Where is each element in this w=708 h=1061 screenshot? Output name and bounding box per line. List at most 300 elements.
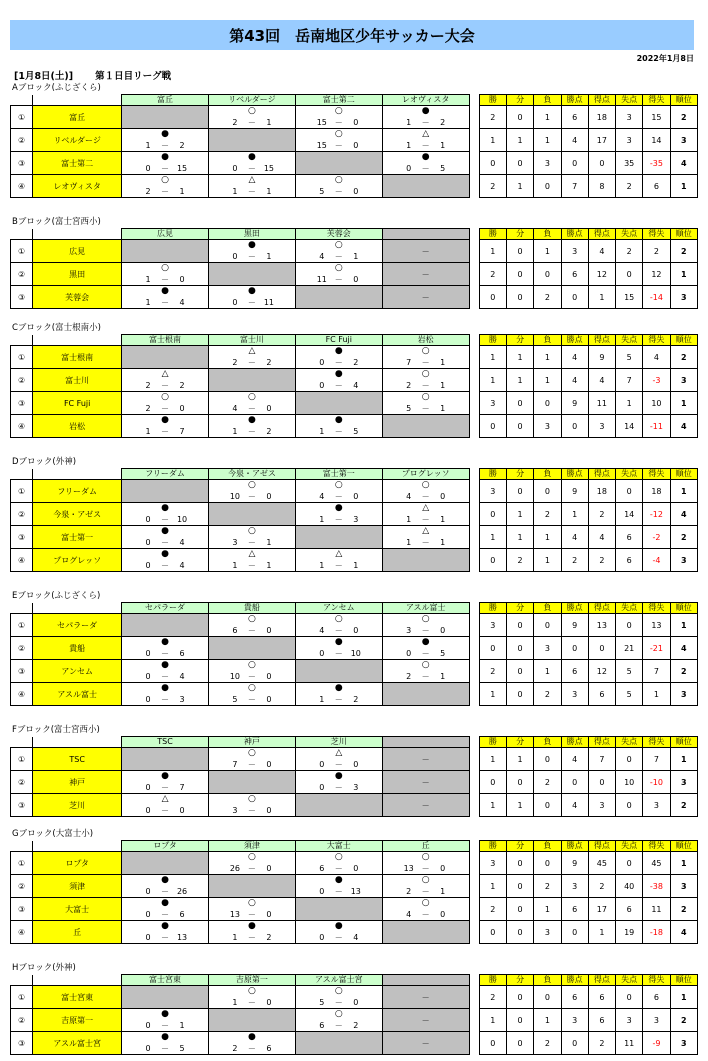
stat-cell: 0	[616, 852, 643, 875]
match-score	[209, 1043, 295, 1054]
score-dash: －	[334, 933, 343, 942]
stat-cell: 3	[534, 637, 561, 660]
match-score	[383, 514, 469, 525]
goals-for: 4	[232, 404, 238, 413]
table-row	[11, 1009, 698, 1032]
spacer	[469, 95, 479, 106]
stat-cell: 1	[534, 549, 561, 572]
stat-cell: 1	[534, 106, 561, 129]
stat-header: 失点	[616, 95, 643, 106]
league-table	[10, 840, 698, 944]
score-dash: －	[334, 649, 343, 658]
goals-against: 4	[353, 933, 359, 942]
stat-cell: 14	[616, 415, 643, 438]
goals-against: 0	[440, 910, 446, 919]
match-score	[296, 274, 382, 285]
match-result	[122, 286, 209, 309]
goals-against: 4	[353, 381, 359, 390]
match-score	[122, 297, 208, 308]
team-name: 富士第一	[33, 526, 122, 549]
goals-against: 2	[353, 695, 359, 704]
stat-header: 勝	[479, 737, 506, 748]
team-name: ロプタ	[33, 852, 122, 875]
row-number: ①	[11, 852, 33, 875]
stat-cell: 0	[506, 1009, 533, 1032]
stat-header: 順位	[670, 95, 697, 106]
score-dash: －	[161, 538, 170, 547]
goals-against: 0	[266, 910, 272, 919]
stat-cell: 8	[588, 175, 615, 198]
stat-cell: 0	[506, 875, 533, 898]
header-corner	[33, 469, 122, 480]
result-mark: ●	[247, 240, 256, 250]
goals-against: 1	[353, 561, 359, 570]
goals-against: 0	[179, 275, 185, 284]
goals-against: 0	[353, 760, 359, 769]
block-label: Fブロック(富士宮西小)	[12, 725, 100, 735]
stat-header: 勝点	[561, 229, 588, 240]
goals-for: 3	[232, 538, 238, 547]
team-name: リベルダージ	[33, 129, 122, 152]
match-result	[208, 794, 295, 817]
score-dash: －	[161, 427, 170, 436]
goals-for: 13	[229, 910, 241, 919]
match-result	[382, 152, 469, 175]
stat-cell: 14	[643, 129, 670, 152]
rank-cell: 4	[670, 637, 697, 660]
match-score	[383, 380, 469, 391]
goals-against: 7	[179, 427, 185, 436]
stat-cell: 2	[479, 106, 506, 129]
result-mark: ○	[247, 898, 256, 908]
goals-against: 0	[353, 118, 359, 127]
league-table	[10, 736, 698, 817]
row-number: ③	[11, 794, 33, 817]
goals-against: 0	[179, 806, 185, 815]
goals-against: 0	[353, 141, 359, 150]
block-label: Cブロック(富士根南小)	[12, 323, 101, 333]
stat-header: 負	[534, 603, 561, 614]
goals-for: 0	[319, 649, 325, 658]
score-dash: －	[247, 358, 256, 367]
result-mark: ●	[334, 683, 343, 693]
goals-for: 4	[319, 626, 325, 635]
match-result	[382, 614, 469, 637]
spacer	[469, 875, 479, 898]
stat-cell: 1	[561, 503, 588, 526]
score-dash: －	[161, 887, 170, 896]
stat-cell: 15	[643, 106, 670, 129]
stat-cell: 2	[534, 503, 561, 526]
match-score	[383, 491, 469, 502]
goals-against: 15	[176, 164, 188, 173]
goals-against: 0	[266, 806, 272, 815]
header-corner	[11, 841, 33, 852]
score-dash: －	[247, 164, 256, 173]
opponent-header: アスル富士	[382, 603, 469, 614]
league-table	[10, 602, 698, 706]
rank-cell: 1	[670, 392, 697, 415]
match-score	[122, 1020, 208, 1031]
spacer	[469, 841, 479, 852]
table-row	[11, 175, 698, 198]
result-mark: ●	[421, 106, 430, 116]
team-name: レオヴィスタ	[33, 175, 122, 198]
goals-against: 0	[353, 864, 359, 873]
stat-cell: 4	[561, 748, 588, 771]
goals-for: 0	[145, 695, 151, 704]
stat-cell: 12	[643, 263, 670, 286]
table-row	[11, 480, 698, 503]
goals-against: 3	[353, 783, 359, 792]
stat-cell: 0	[506, 898, 533, 921]
score-dash: －	[421, 887, 430, 896]
score-dash: －	[247, 672, 256, 681]
league-block	[10, 724, 698, 817]
result-mark: ○	[247, 986, 256, 996]
table-row	[11, 346, 698, 369]
score-dash: －	[247, 998, 256, 1007]
goals-against: 6	[266, 1044, 272, 1053]
goals-against: 0	[440, 626, 446, 635]
team-name: フリーダム	[33, 480, 122, 503]
rank-cell: 2	[670, 526, 697, 549]
self-cell	[122, 986, 209, 1009]
match-result	[295, 415, 382, 438]
header-row	[11, 335, 698, 346]
league-block	[10, 828, 698, 944]
stat-cell: -18	[643, 921, 670, 944]
opponent-header: TSC	[122, 737, 209, 748]
result-mark: ●	[161, 1032, 169, 1042]
opponent-header: 広見	[122, 229, 209, 240]
stat-cell: 0	[479, 152, 506, 175]
stat-cell: 14	[616, 503, 643, 526]
score-dash: －	[161, 164, 170, 173]
goals-against: 11	[263, 298, 275, 307]
header-corner	[11, 229, 33, 240]
stat-cell: -11	[643, 415, 670, 438]
rank-cell: 2	[670, 794, 697, 817]
team-name: 岩松	[33, 415, 122, 438]
result-mark: ○	[421, 614, 430, 624]
match-result	[208, 392, 295, 415]
goals-for: 0	[145, 164, 151, 173]
result-mark: ○	[421, 369, 430, 379]
goals-for: 1	[319, 695, 325, 704]
self-cell	[295, 392, 382, 415]
stat-cell: 0	[506, 852, 533, 875]
match-result	[208, 549, 295, 572]
goals-against: 7	[179, 783, 185, 792]
team-name: 芙蓉会	[33, 286, 122, 309]
match-score	[122, 560, 208, 571]
score-dash: －	[247, 910, 256, 919]
stat-cell: 9	[561, 392, 588, 415]
team-name: 貴船	[33, 637, 122, 660]
stat-cell: 6	[561, 986, 588, 1009]
stat-cell: 3	[616, 106, 643, 129]
league-block	[10, 456, 698, 572]
stat-cell: 1	[534, 346, 561, 369]
goals-against: 2	[179, 141, 185, 150]
table-row	[11, 986, 698, 1009]
match-result	[122, 1032, 209, 1055]
spacer	[469, 175, 479, 198]
goals-for: 0	[145, 887, 151, 896]
goals-against: 0	[266, 626, 272, 635]
score-dash: －	[161, 404, 170, 413]
opponent-header: 富丘	[122, 95, 209, 106]
rank-cell: 4	[670, 152, 697, 175]
stat-cell: 4	[561, 526, 588, 549]
row-number: ③	[11, 898, 33, 921]
spacer	[469, 286, 479, 309]
block-label: Hブロック(外神)	[12, 963, 76, 973]
match-result	[122, 875, 209, 898]
stat-cell: 3	[479, 392, 506, 415]
stat-header: 得点	[588, 335, 615, 346]
stat-cell: -38	[643, 875, 670, 898]
stat-cell: -10	[643, 771, 670, 794]
stat-header: 勝	[479, 603, 506, 614]
header-row	[11, 737, 698, 748]
goals-against: 0	[353, 492, 359, 501]
goals-for: 2	[145, 187, 151, 196]
stat-cell: 2	[479, 898, 506, 921]
stat-cell: 2	[588, 503, 615, 526]
team-name: プログレッソ	[33, 549, 122, 572]
no-match-cell: －	[382, 748, 469, 771]
goals-for: 3	[406, 626, 412, 635]
score-dash: －	[161, 381, 170, 390]
self-cell	[208, 129, 295, 152]
match-score	[383, 537, 469, 548]
stat-header: 得失	[643, 603, 670, 614]
stat-cell: 1	[479, 240, 506, 263]
stat-header: 得失	[643, 841, 670, 852]
goals-against: 4	[179, 298, 185, 307]
team-name: TSC	[33, 748, 122, 771]
rank-cell: 2	[670, 106, 697, 129]
goals-for: 7	[406, 358, 412, 367]
spacer	[469, 737, 479, 748]
goals-for: 0	[145, 783, 151, 792]
goals-for: 0	[319, 783, 325, 792]
opponent-header: 貴船	[208, 603, 295, 614]
table-row	[11, 921, 698, 944]
stat-cell: 0	[561, 771, 588, 794]
table-row	[11, 683, 698, 706]
match-result	[122, 1009, 209, 1032]
page-title: 第43回 岳南地区少年サッカー大会	[10, 20, 694, 50]
match-score	[383, 163, 469, 174]
match-result	[208, 480, 295, 503]
match-score	[122, 932, 208, 943]
score-dash: －	[334, 275, 343, 284]
self-cell	[295, 898, 382, 921]
score-dash: －	[247, 760, 256, 769]
score-dash: －	[334, 515, 343, 524]
stat-cell: 1	[479, 369, 506, 392]
match-result	[295, 129, 382, 152]
result-mark: △	[335, 748, 343, 758]
goals-against: 0	[266, 672, 272, 681]
result-mark: ○	[247, 794, 256, 804]
spacer	[469, 263, 479, 286]
stat-cell: 12	[588, 660, 615, 683]
report-date: 2022年1月8日	[636, 54, 694, 63]
result-mark: △	[422, 526, 430, 536]
result-mark: ●	[161, 549, 169, 559]
score-dash: －	[421, 141, 430, 150]
stat-header: 得点	[588, 603, 615, 614]
stat-header: 得失	[643, 975, 670, 986]
result-mark: ○	[247, 852, 256, 862]
match-result	[295, 637, 382, 660]
spacer	[469, 335, 479, 346]
stat-cell: 6	[643, 175, 670, 198]
match-score	[209, 163, 295, 174]
team-name: アンセム	[33, 660, 122, 683]
match-score	[383, 886, 469, 897]
match-score	[122, 648, 208, 659]
match-result	[295, 748, 382, 771]
stat-cell: 0	[506, 986, 533, 1009]
match-result	[295, 503, 382, 526]
row-number: ②	[11, 771, 33, 794]
result-mark: ○	[334, 614, 343, 624]
stat-cell: 2	[588, 1032, 615, 1055]
result-mark: ●	[421, 637, 430, 647]
stat-header: 勝	[479, 841, 506, 852]
opponent-header-empty	[382, 737, 469, 748]
row-number: ②	[11, 875, 33, 898]
goals-for: 1	[319, 427, 325, 436]
score-dash: －	[334, 864, 343, 873]
header-row	[11, 841, 698, 852]
stat-header: 負	[534, 841, 561, 852]
match-result	[122, 369, 209, 392]
match-score	[209, 560, 295, 571]
goals-for: 0	[319, 760, 325, 769]
goals-for: 0	[406, 164, 412, 173]
stat-cell: 0	[479, 286, 506, 309]
stat-cell: 3	[561, 240, 588, 263]
row-number: ③	[11, 152, 33, 175]
goals-against: 5	[440, 164, 446, 173]
stat-cell: 1	[479, 346, 506, 369]
section-heading	[14, 68, 193, 82]
opponent-header: フリーダム	[122, 469, 209, 480]
stat-cell: 1	[506, 794, 533, 817]
spacer	[469, 346, 479, 369]
score-dash: －	[421, 404, 430, 413]
match-score	[122, 514, 208, 525]
result-mark: ●	[161, 898, 169, 908]
goals-for: 6	[232, 626, 238, 635]
goals-against: 1	[440, 538, 446, 547]
stat-header: 勝	[479, 469, 506, 480]
table-row	[11, 392, 698, 415]
goals-for: 0	[319, 358, 325, 367]
stat-cell: 0	[534, 852, 561, 875]
stat-cell: 0	[479, 921, 506, 944]
goals-for: 5	[319, 998, 325, 1007]
stat-cell: 0	[561, 637, 588, 660]
self-cell	[382, 549, 469, 572]
result-mark: ○	[161, 392, 169, 402]
stat-header: 順位	[670, 469, 697, 480]
goals-for: 0	[145, 515, 151, 524]
score-dash: －	[161, 806, 170, 815]
league-table	[10, 974, 698, 1055]
match-result	[122, 503, 209, 526]
score-dash: －	[421, 164, 430, 173]
result-mark: ●	[421, 152, 430, 162]
stat-cell: 3	[588, 415, 615, 438]
match-result	[122, 660, 209, 683]
table-row	[11, 875, 698, 898]
stat-cell: -4	[643, 549, 670, 572]
goals-against: 2	[179, 381, 185, 390]
self-cell	[122, 852, 209, 875]
goals-against: 2	[440, 118, 446, 127]
stat-cell: 9	[561, 480, 588, 503]
result-mark: ●	[161, 683, 169, 693]
result-mark: ●	[161, 526, 169, 536]
result-mark: ○	[334, 175, 343, 185]
goals-against: 1	[179, 187, 185, 196]
match-score	[383, 403, 469, 414]
table-row	[11, 748, 698, 771]
stat-cell: 0	[506, 152, 533, 175]
match-result	[122, 771, 209, 794]
goals-against: 1	[266, 252, 272, 261]
goals-against: 2	[266, 358, 272, 367]
stat-cell: 3	[588, 794, 615, 817]
result-mark: ○	[421, 660, 430, 670]
match-score	[209, 251, 295, 262]
match-result	[208, 240, 295, 263]
stat-cell: 3	[534, 415, 561, 438]
result-mark: ●	[247, 921, 256, 931]
result-mark: ●	[247, 286, 256, 296]
stat-cell: 1	[479, 1009, 506, 1032]
stat-cell: 45	[643, 852, 670, 875]
score-dash: －	[334, 381, 343, 390]
stat-cell: 0	[479, 503, 506, 526]
match-score	[296, 491, 382, 502]
opponent-header: 今泉・アゼス	[208, 469, 295, 480]
match-result	[382, 346, 469, 369]
stat-cell: 2	[643, 240, 670, 263]
opponent-header-empty	[382, 975, 469, 986]
stat-cell: 0	[534, 748, 561, 771]
stat-cell: 4	[561, 129, 588, 152]
opponent-header: 富士第一	[295, 469, 382, 480]
opponent-header: 富士根南	[122, 335, 209, 346]
goals-against: 6	[179, 649, 185, 658]
goals-for: 0	[319, 933, 325, 942]
row-number: ①	[11, 106, 33, 129]
result-mark: ○	[334, 1009, 343, 1019]
spacer	[469, 921, 479, 944]
match-result	[122, 794, 209, 817]
result-mark: ●	[334, 921, 343, 931]
stat-header: 失点	[616, 229, 643, 240]
rank-cell: 3	[670, 286, 697, 309]
